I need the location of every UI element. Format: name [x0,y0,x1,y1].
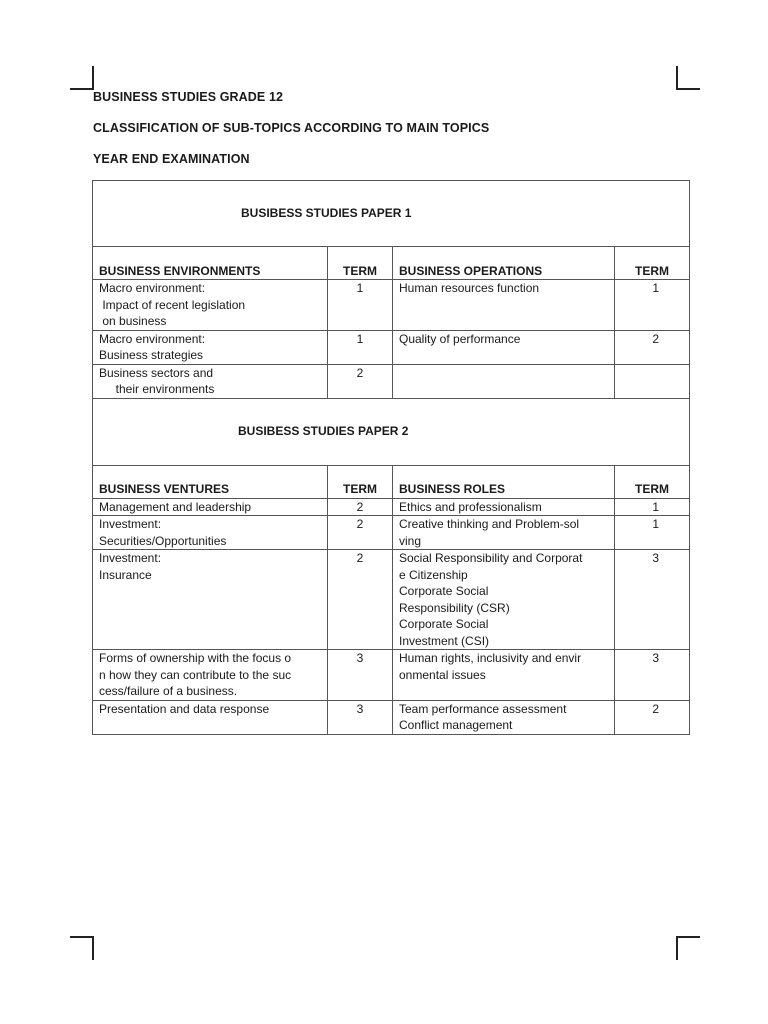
cell-line: onmental issues [399,667,486,682]
cell-line: Responsibility (CSR) [399,600,510,615]
cell-line: Management and leadership [99,499,252,514]
column-header: TERM [328,465,393,498]
cell-line: Macro environment: [99,281,206,295]
cell-line: Impact of recent legislation [99,297,246,312]
column-header: TERM [328,247,393,280]
cell-line: Social Responsibility and Corporat [399,551,583,565]
table-row [93,330,690,364]
cell-line: on business [99,314,167,328]
crop-mark-bottom-right [676,936,700,960]
paper1-header-row [93,247,690,280]
cell-line: e Citizenship [399,567,468,582]
cell-line: cess/failure of a business. [99,684,238,698]
paper2-title: BUSIBESS STUDIES PAPER 2 [238,424,409,439]
topic-cell [393,700,615,734]
cell-line: Investment (CSI) [399,633,490,648]
topic-cell [93,700,328,734]
table-row [93,280,690,331]
cell-line: n how they can contribute to the suc [99,667,292,682]
topic-cell [393,550,615,650]
table-row [93,700,690,734]
cell-line: Conflict management [399,718,513,732]
document-subtitle: CLASSIFICATION OF SUB-TOPICS ACCORDING TO MAIN TOPICS [93,121,490,135]
cell-line: Forms of ownership with the focus o [99,651,292,665]
term-cell: 2 [328,550,393,650]
paper1-title-row [93,181,690,247]
table-row [93,550,690,650]
cell-line [399,365,608,382]
cell-line: Human resources function [399,281,540,295]
topic-cell [393,516,615,550]
term-cell: 2 [615,700,690,734]
topic-cell [93,550,328,650]
term-cell: 3 [328,700,393,734]
column-header: BUSINESS OPERATIONS [393,247,615,280]
term-cell: 1 [615,498,690,516]
term-cell: 1 [615,280,690,331]
crop-mark-top-right [676,66,700,90]
cell-line: their environments [99,382,215,396]
cell-line: Corporate Social [399,617,489,631]
term-cell: 3 [615,650,690,701]
cell-line: Macro environment: [99,331,206,346]
term-cell: 2 [328,516,393,550]
topic-cell [393,650,615,701]
document-title: BUSINESS STUDIES GRADE 12 [93,90,284,104]
cell-line: Team performance assessment [399,701,567,716]
column-header: TERM [615,465,690,498]
topic-cell [393,498,615,516]
topic-cell [393,364,615,398]
cell-line: Business sectors and [99,365,214,380]
cell-line: Presentation and data response [99,701,270,716]
term-cell: 3 [615,550,690,650]
column-header: BUSINESS ROLES [393,465,615,498]
term-cell: 1 [328,330,393,364]
term-cell: 3 [328,650,393,701]
topic-cell [393,330,615,364]
cell-line: Investment: [99,517,162,531]
topic-cell [93,516,328,550]
paper1-title-cell [93,181,690,247]
cell-line: Ethics and professionalism [399,499,542,514]
cell-line: Insurance [99,567,152,582]
crop-mark-bottom-left [70,936,94,960]
table-row [93,650,690,701]
cell-line: Securities/Opportunities [99,533,227,548]
topic-cell [93,280,328,331]
column-header: BUSINESS VENTURES [93,465,328,498]
topic-cell [393,280,615,331]
term-cell: 2 [615,330,690,364]
term-cell: 1 [328,280,393,331]
cell-line: Creative thinking and Problem-sol [399,517,580,531]
column-header: BUSINESS ENVIRONMENTS [93,247,328,280]
cell-line: ving [399,533,422,548]
term-cell [615,364,690,398]
table-row [93,364,690,398]
topics-table [92,180,690,735]
cell-line: Investment: [99,551,162,565]
term-cell: 2 [328,498,393,516]
table-row [93,516,690,550]
paper2-header-row [93,465,690,498]
topic-cell [93,498,328,516]
term-cell: 2 [328,364,393,398]
crop-mark-top-left [70,66,94,90]
paper2-title-row [93,398,690,465]
term-cell: 1 [615,516,690,550]
paper1-title: BUSIBESS STUDIES PAPER 1 [241,206,412,221]
exam-label: YEAR END EXAMINATION [93,152,250,166]
topic-cell [93,330,328,364]
cell-line: Human rights, inclusivity and envir [399,651,582,665]
topic-cell [93,650,328,701]
cell-line: Corporate Social [399,584,489,598]
topic-cell [93,364,328,398]
paper2-title-cell [93,398,690,465]
column-header: TERM [615,247,690,280]
table-row [93,498,690,516]
cell-line: Business strategies [99,348,204,362]
cell-line: Quality of performance [399,331,521,346]
